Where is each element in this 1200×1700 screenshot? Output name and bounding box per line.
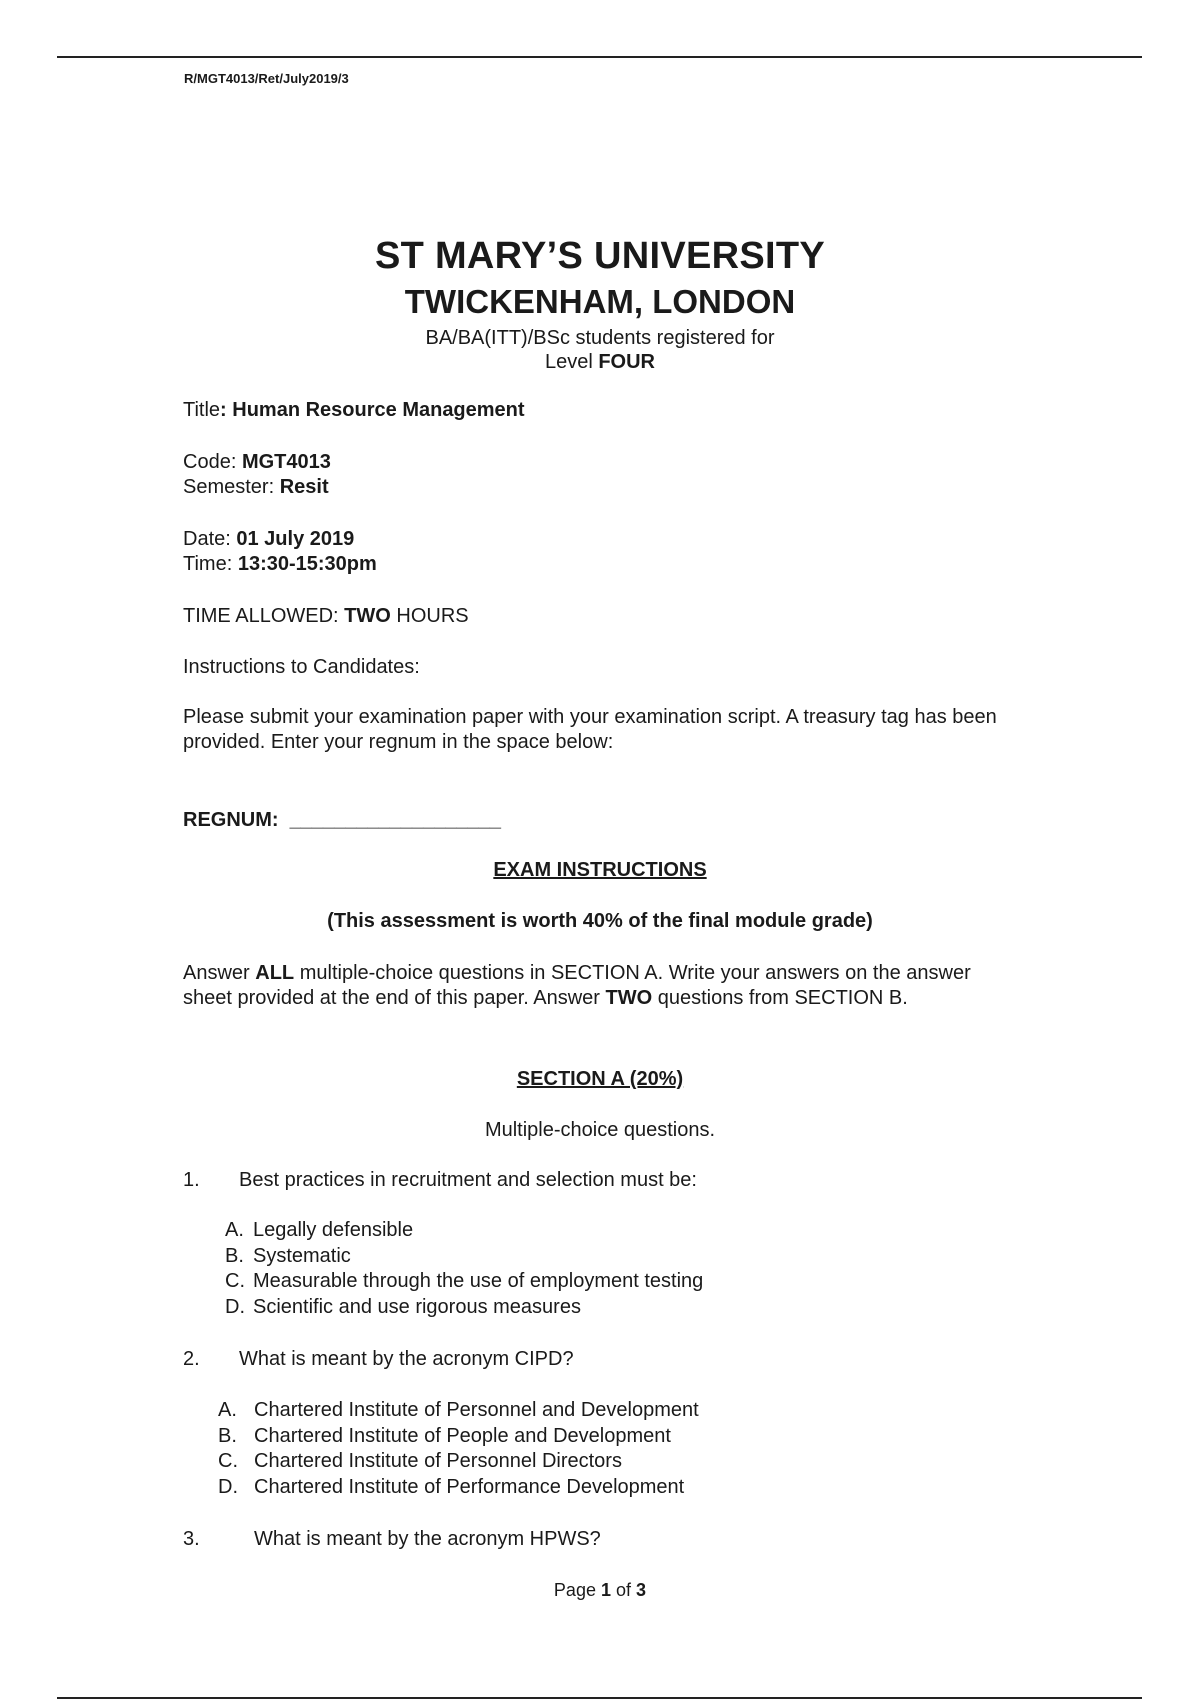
question-number: 2. [183,1348,200,1370]
time-allowed-value: TWO [344,605,391,627]
exam-instructions-heading [0,859,1200,882]
time-allowed [183,604,1023,629]
answer-post: questions from SECTION B. [657,987,908,1009]
answer-pre: Answer [183,962,250,984]
option-letter: D. [218,1475,238,1498]
option-text: Scientific and use rigorous measures [253,1295,581,1318]
option-item [225,1218,703,1244]
page-footer [0,1580,1200,1601]
title-label: Title [183,399,221,421]
bottom-rule [57,1697,1142,1699]
option-letter: A. [218,1399,237,1421]
option-text: Chartered Institute of Personnel and Development [254,1399,699,1421]
option-item [218,1475,699,1501]
option-letter: B. [225,1244,244,1267]
page-total: 3 [636,1580,647,1600]
university-location: TWICKENHAM, LONDON [404,283,796,320]
answer-all: ALL [255,962,295,984]
question-number: 1. [183,1169,200,1191]
level-value: FOUR [598,351,656,373]
option-item [218,1449,699,1475]
option-text: Measurable through the use of employment testing [253,1270,704,1292]
regnum-label: REGNUM: [183,809,279,831]
time-label: Time: [183,553,233,575]
students-line: BA/BA(ITT)/BSc students registered for [425,327,775,349]
top-rule [57,56,1142,58]
semester-value: Resit [279,476,329,498]
instructions-text: Please submit your examination paper with your examination script. A treasury tag has been provided. Enter your regnum in the space below: [183,706,997,753]
option-text: Chartered Institute of People and Development [254,1424,671,1447]
exam-instructions-title: EXAM INSTRUCTIONS [493,859,707,881]
of-label: of [616,1580,632,1600]
answer-mid: multiple-choice questions in SECTION A. Write your answers on the answer sheet provided at the end of this paper. Answer [183,962,971,1009]
time-allowed-unit: HOURS [396,605,469,627]
page-current: 1 [600,1580,611,1600]
answer-instructions [183,961,1003,1011]
option-item [225,1295,703,1321]
title-line [183,398,1023,423]
time-allowed-label: TIME ALLOWED: [183,605,339,627]
option-text: Chartered Institute of Performance Development [254,1475,685,1498]
option-item [218,1424,699,1450]
date-label: Date: [183,528,231,550]
date-value: 01 July 2019 [236,528,355,550]
question-text: What is meant by the acronym CIPD? [239,1348,574,1370]
code-line [183,450,1023,475]
regnum-line [183,808,1023,833]
question-options [225,1218,703,1320]
title-value: : Human Resource Management [220,399,525,421]
date-line [183,527,1023,552]
assessment-worth: (This assessment is worth 40% of the final module grade) [327,910,873,932]
question-number: 3. [183,1528,200,1550]
regnum-field: ___________________ [289,809,502,831]
section-a-title: SECTION A (20%) [516,1068,684,1090]
option-text: Legally defensible [253,1219,414,1241]
question-options [218,1398,699,1500]
students-registration [0,326,1200,374]
semester-line [183,475,1023,500]
code-semester [183,450,1023,500]
section-a-heading [0,1068,1200,1091]
reference-code: R/MGT4013/Ret/July2019/3 [184,71,349,86]
option-letter: B. [218,1424,237,1447]
instructions-heading: Instructions to Candidates: [183,656,420,678]
answer-two: TWO [605,987,653,1009]
date-time [183,527,1023,577]
time-value: 13:30-15:30pm [237,553,377,575]
option-text: Systematic [253,1244,351,1267]
code-label: Code: [183,451,237,473]
option-letter: A. [225,1219,244,1241]
university-name: ST MARY’S UNIVERSITY [374,235,826,277]
level-line [0,350,1200,374]
option-letter: C. [218,1450,238,1472]
time-line [183,552,1023,577]
option-item [225,1244,703,1270]
option-letter: C. [225,1270,245,1292]
option-text: Chartered Institute of Personnel Directors [254,1450,622,1472]
question-text: Best practices in recruitment and selection must be: [239,1169,697,1191]
question-text: What is meant by the acronym HPWS? [254,1528,601,1550]
option-item [225,1269,703,1295]
level-label: Level [544,351,593,373]
semester-label: Semester: [183,476,275,498]
code-value: MGT4013 [241,451,331,473]
option-letter: D. [225,1295,245,1318]
section-a-subheading: Multiple-choice questions. [484,1119,716,1141]
page-label: Page [553,1580,596,1600]
option-item [218,1398,699,1424]
